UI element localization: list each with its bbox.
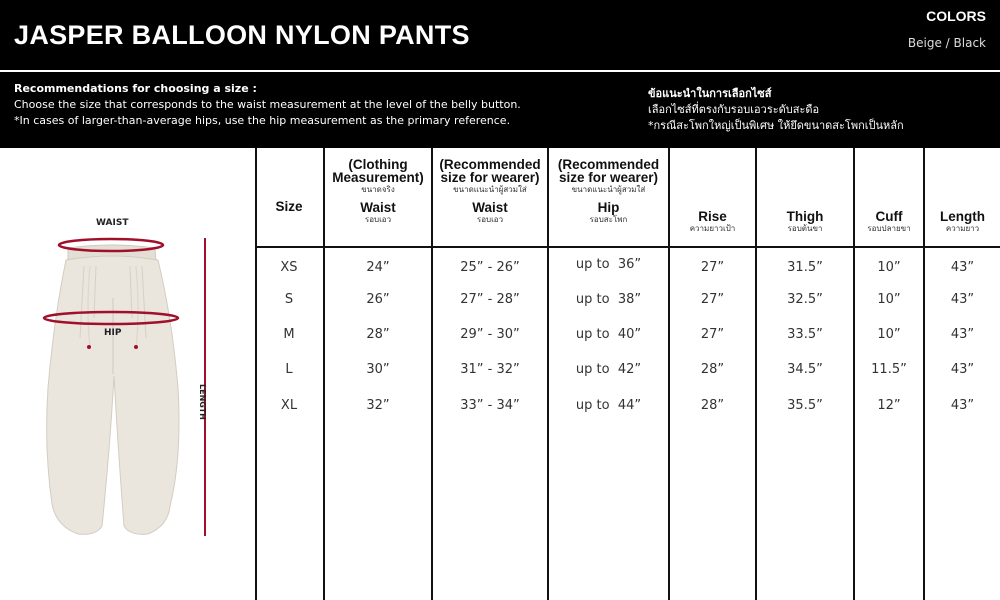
col-header-waist: (Clothing Measurement) ขนาดจริง Waist รอบเอว bbox=[332, 157, 424, 224]
cell-rec-waist: 31” - 32” bbox=[460, 362, 520, 377]
reco-en-line1: Choose the size that corresponds to the waist measurement at the level of the belly button. bbox=[14, 98, 521, 111]
cell-waist: 28” bbox=[366, 327, 390, 342]
colors-label: COLORS bbox=[926, 8, 986, 24]
cell-length: 43” bbox=[950, 362, 975, 377]
cell-thigh: 32.5” bbox=[787, 292, 823, 307]
header-bar bbox=[0, 0, 1000, 70]
cell-waist: 32” bbox=[366, 398, 390, 413]
cell-waist: 30” bbox=[366, 362, 390, 377]
pants-illustration bbox=[0, 148, 255, 600]
cell-rise: 28” bbox=[700, 398, 725, 413]
cell-length: 43” bbox=[950, 292, 975, 307]
cell-thigh: 31.5” bbox=[787, 260, 823, 275]
cell-cuff: 12” bbox=[877, 398, 901, 413]
cell-rec-waist: 25” - 26” bbox=[460, 260, 520, 275]
cell-cuff: 10” bbox=[877, 292, 901, 307]
pants-drawing bbox=[0, 148, 255, 600]
col-header-rise: Rise ความยาวเป้า bbox=[689, 209, 736, 233]
reco-th-line2: *กรณีสะโพกใหญ่เป็นพิเศษ ให้ยึดขนาดสะโพกเป็นหลัก bbox=[648, 119, 904, 132]
cell-rise: 27” bbox=[700, 327, 725, 342]
hip-label: HIP bbox=[104, 328, 122, 338]
col-header-thigh: Thigh รอบต้นขา bbox=[786, 209, 824, 233]
col-header-size: Size bbox=[275, 199, 303, 214]
size-table bbox=[255, 148, 1000, 600]
product-title: JASPER BALLOON NYLON PANTS bbox=[14, 20, 470, 50]
cell-hip: up to 42” bbox=[575, 362, 642, 377]
cell-rec-waist: 27” - 28” bbox=[460, 292, 520, 307]
cell-length: 43” bbox=[950, 260, 975, 275]
cell-size: XL bbox=[280, 398, 298, 413]
reco-th-title: ข้อแนะนำในการเลือกไซส์ bbox=[648, 87, 772, 100]
cell-cuff: 10” bbox=[877, 260, 901, 275]
col-header-length: Length ความยาว bbox=[940, 209, 985, 233]
cell-length: 43” bbox=[950, 327, 975, 342]
cell-size: S bbox=[284, 292, 294, 307]
col-header-rec-waist: (Recommended size for wearer) ขนาดแนะนำผู้สวมใส่ Waist รอบเอว bbox=[439, 157, 541, 224]
cell-hip: up to 36” bbox=[575, 257, 642, 272]
colors-value: Beige / Black bbox=[907, 36, 986, 50]
col-header-hip: (Recommended size for wearer) ขนาดแนะนำผู้สวมใส่ Hip รอบสะโพก bbox=[557, 157, 660, 224]
header-rule bbox=[255, 246, 1000, 248]
cell-waist: 26” bbox=[366, 292, 390, 307]
cell-rise: 27” bbox=[700, 292, 725, 307]
reco-en-title: Recommendations for choosing a size : bbox=[14, 82, 257, 95]
cell-hip: up to 40” bbox=[575, 327, 642, 342]
cell-thigh: 33.5” bbox=[787, 327, 823, 342]
cell-cuff: 11.5” bbox=[871, 362, 907, 377]
waist-label: WAIST bbox=[96, 218, 129, 228]
cell-thigh: 35.5” bbox=[787, 398, 823, 413]
cell-rise: 28” bbox=[700, 362, 725, 377]
reco-th-line1: เลือกไซส์ที่ตรงกับรอบเอวระดับสะดือ bbox=[648, 103, 820, 116]
cell-length: 43” bbox=[950, 398, 975, 413]
cell-size: L bbox=[285, 362, 293, 377]
col-header-cuff: Cuff รอบปลายขา bbox=[867, 209, 911, 233]
cell-waist: 24” bbox=[366, 260, 390, 275]
cell-size: XS bbox=[280, 260, 298, 275]
cell-hip: up to 44” bbox=[575, 398, 642, 413]
cell-size: M bbox=[283, 327, 295, 342]
recommendations-panel bbox=[0, 72, 1000, 148]
cell-rec-waist: 29” - 30” bbox=[460, 327, 520, 342]
cell-thigh: 34.5” bbox=[787, 362, 823, 377]
cell-hip: up to 38” bbox=[575, 292, 642, 307]
reco-en-line2: *In cases of larger-than-average hips, use the hip measurement as the primary reference. bbox=[14, 114, 511, 127]
length-label: LENGTH bbox=[198, 384, 207, 420]
cell-cuff: 10” bbox=[877, 327, 901, 342]
cell-rise: 27” bbox=[700, 260, 725, 275]
pants-body-shape bbox=[47, 256, 179, 534]
cell-rec-waist: 33” - 34” bbox=[460, 398, 520, 413]
